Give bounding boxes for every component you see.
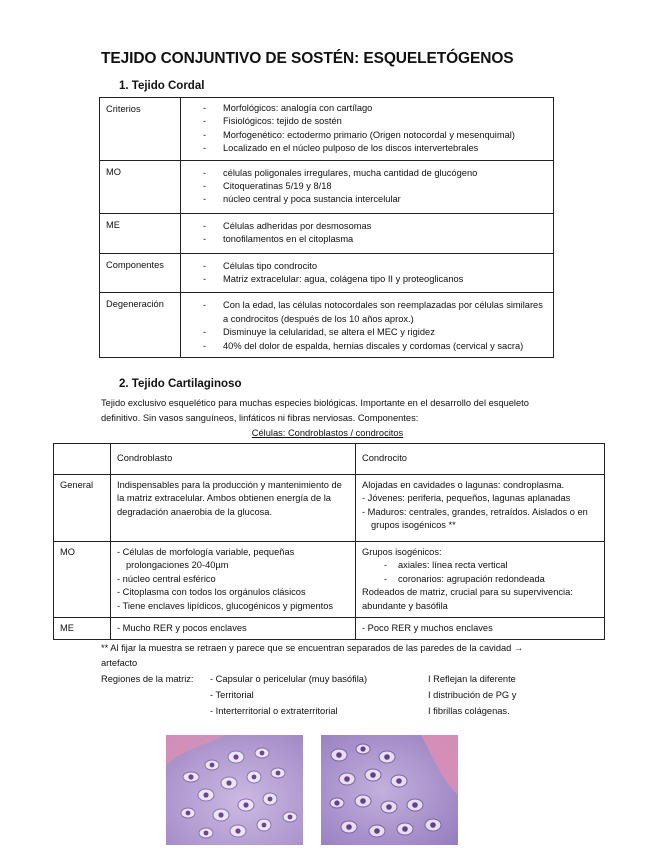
list-item: - Morfológicos: analogía con cartílago xyxy=(203,102,547,115)
list-item: - Células de morfología variable, pequeñas prolongaciones 20-40µm xyxy=(117,547,295,571)
list-item: - coronarios: agrupación redondeada xyxy=(384,573,598,586)
region-note: I Reflejan la diferente xyxy=(428,674,516,684)
section-1-title: 1. Tejido Cordal xyxy=(119,80,205,92)
table-row xyxy=(54,475,605,542)
row-label: Componentes xyxy=(100,253,181,293)
header-condroblasto: Condroblasto xyxy=(111,444,356,475)
row-label: MO xyxy=(54,542,111,618)
section-2-title: 2. Tejido Cartilaginoso xyxy=(119,378,242,390)
table-row xyxy=(54,618,605,640)
row-label: Degeneración xyxy=(100,293,181,358)
header-condrocito: Condrocito xyxy=(356,444,605,475)
list-item: - Morfogenético: ectodermo primario (Origen notocordal y mesenquimal) xyxy=(203,129,547,142)
list-item: - Tiene enclaves lipídicos, glucogénicos y pigmentos xyxy=(117,600,334,611)
cell-condroblasto-me: - Mucho RER y pocos enclaves xyxy=(111,618,356,640)
list-item: - Citoqueratinas 5/19 y 8/18 xyxy=(203,180,547,193)
cell-condrocito-general: Alojadas en cavidades o lagunas: condroplasma. - Jóvenes: periferia, pequeños, lagunas aplanadas - Maduros: centrales, grandes, retraídos. Aislados o en grupos isogénicos ** xyxy=(356,475,605,542)
list-item: - núcleo central esférico xyxy=(117,573,216,584)
section-2-intro: Tejido exclusivo esquelético para muchas especies biológicas. Importante en el desarrollo del esqueleto definitivo. Sin vasos sanguíneos, linfáticos ni fibras nerviosas. Componentes: xyxy=(101,398,529,423)
list-item: - núcleo central y poca sustancia intercelular xyxy=(203,193,547,206)
cell-condroblasto-mo xyxy=(111,542,356,618)
table-header-row xyxy=(54,444,605,475)
region-note: I distribución de PG y xyxy=(428,690,517,700)
list-item: - axiales: línea recta vertical xyxy=(384,559,598,572)
table-row xyxy=(54,542,605,618)
table-row xyxy=(100,213,554,253)
table-row xyxy=(100,253,554,293)
list-item: - Disminuye la celularidad, se altera el MEC y rigidez xyxy=(203,326,547,339)
region-note: I fibrillas colágenas. xyxy=(428,706,510,716)
row-label: MO xyxy=(100,160,181,213)
componentes-list xyxy=(203,260,547,287)
cartilage-micrograph-1 xyxy=(166,735,303,845)
list-item: - Maduros: centrales, grandes, retraídos. Aislados o en grupos isogénicos ** xyxy=(362,506,588,531)
list-item: - Jóvenes: periferia, pequeños, lagunas aplanadas xyxy=(362,493,571,504)
row-label: General xyxy=(54,475,111,542)
header-cell-empty xyxy=(54,444,111,475)
list-item: - Matriz extracelular: agua, colágena tipo II y proteoglicanos xyxy=(203,273,547,286)
row-label: ME xyxy=(54,618,111,640)
me-list xyxy=(203,220,547,247)
cells-caption: Células: Condroblastos / condrocitos xyxy=(251,428,404,438)
criteria-list xyxy=(203,102,547,156)
region-item: - Interterritorial o extraterritorial xyxy=(210,706,338,716)
list-item: - Con la edad, las células notocordales son reemplazadas por células similares a condrocitos (después de los 10 años aprox.) xyxy=(203,299,547,326)
cartilage-micrograph-2 xyxy=(321,735,458,845)
cell-condroblasto-general: Indispensables para la producción y mantenimiento de la matriz extracelular. Ambos obtienen energía de la degradación anaerobia de la glucosa. xyxy=(111,475,356,542)
cell-condrocito-me: - Poco RER y muchos enclaves xyxy=(356,618,605,640)
table-row xyxy=(100,160,554,213)
list-item: - células poligonales irregulares, mucha cantidad de glucógeno xyxy=(203,167,547,180)
footnote: ** Al fijar la muestra se retraen y parece que se encuentran separados de las paredes de la cavidad → artefacto xyxy=(101,643,524,668)
list-item: - Células tipo condrocito xyxy=(203,260,547,273)
mo-list xyxy=(203,167,547,207)
list-item: - Células adheridas por desmosomas xyxy=(203,220,547,233)
row-label: ME xyxy=(100,213,181,253)
row-label: Criterios xyxy=(100,98,181,161)
tejido-cordal-table xyxy=(99,97,554,358)
micrograph-2-image xyxy=(321,735,458,845)
micrograph-1-image xyxy=(166,735,303,845)
region-item: - Territorial xyxy=(210,690,254,700)
region-item: - Capsular o pericelular (muy basófila) xyxy=(210,674,368,684)
list-item: - Fisiológicos: tejido de sostén xyxy=(203,115,547,128)
list-item: - Localizado en el núcleo pulposo de los discos intervertebrales xyxy=(203,142,547,155)
regions-label: Regiones de la matriz: xyxy=(101,674,194,684)
list-item: - 40% del dolor de espalda, hernias discales y cordomas (cervical y sacra) xyxy=(203,340,547,353)
list-item: - tonofilamentos en el citoplasma xyxy=(203,233,547,246)
page-title: TEJIDO CONJUNTIVO DE SOSTÉN: ESQUELETÓGENOS xyxy=(101,50,514,67)
table-row xyxy=(100,98,554,161)
degeneracion-list xyxy=(203,299,547,353)
table-row xyxy=(100,293,554,358)
cell-condrocito-mo: Grupos isogénicos: - axiales: línea recta vertical - coronarios: agrupación redondeada Rodeados de matriz, crucial para su supervivencia: abundante y basófila xyxy=(356,542,605,618)
tejido-cartilaginoso-table xyxy=(53,443,605,640)
list-item: - Citoplasma con todos los orgánulos clásicos xyxy=(117,587,306,598)
